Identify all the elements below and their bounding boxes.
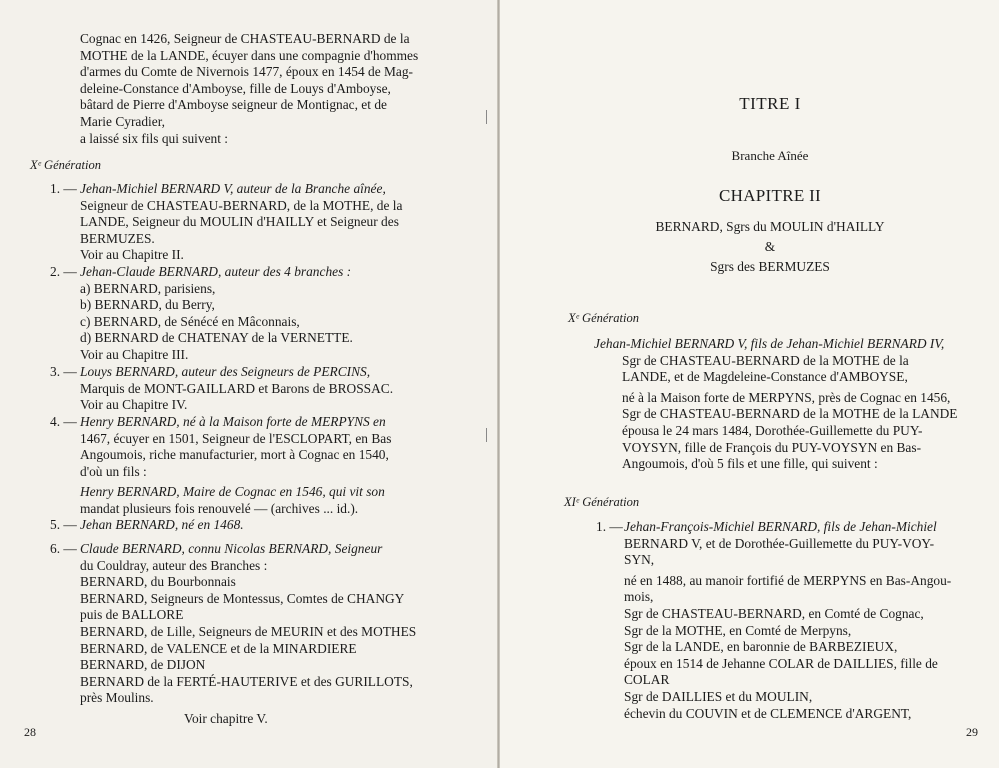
text-line: né en 1488, au manoir fortifié de MERPYNS en Bas-Angou-: [624, 572, 952, 588]
text-line: Jehan-Michiel BERNARD V, fils de Jehan-Michiel BERNARD IV,: [594, 336, 945, 351]
text-line: BERNARD, du Bourbonnais: [80, 574, 236, 590]
text-line: BERNARD, de DIJON: [80, 657, 206, 673]
text-line: Henry BERNARD, né à la Maison forte de MERPYNS en: [80, 414, 386, 429]
text-line: BERNARD V, et de Dorothée-Guillemette du PUY-VOY-: [624, 535, 935, 551]
text-line: Sgr de DAILLIES et du MOULIN,: [624, 688, 813, 704]
chapitre-heading: CHAPITRE II: [719, 186, 821, 205]
text-line: b) BERNARD, du Berry,: [80, 297, 215, 313]
text-line: BERNARD, de VALENCE et de la MINARDIERE: [80, 640, 357, 656]
entry-1: [80, 181, 440, 264]
page-number: 28: [24, 725, 36, 739]
text-line: COLAR: [624, 672, 670, 688]
text-line: Louys BERNARD, auteur des Seigneurs de PERCINS,: [80, 364, 371, 379]
text-line: bâtard de Pierre d'Amboyse seigneur de Montignac, et de: [80, 97, 387, 113]
text-line: Sgr de la MOTHE, en Comté de Merpyns,: [624, 622, 852, 638]
entry-number: 1. —: [50, 181, 77, 196]
text-line: du Couldray, auteur des Branches :: [80, 557, 268, 573]
text-line: BERNARD, de Lille, Seigneurs de MEURIN et des MOTHES: [80, 623, 417, 639]
text-line: Sgr de CHASTEAU-BERNARD, en Comté de Cognac,: [624, 605, 924, 621]
titre-heading: TITRE I: [739, 94, 801, 113]
generation-heading: Xᵉ Génération: [568, 311, 639, 325]
text-line: Jehan BERNARD, né en 1468.: [80, 517, 244, 532]
text-line: échevin du COUVIN et de CLEMENCE d'ARGENT,: [624, 705, 912, 721]
text-line: Henry BERNARD, Maire de Cognac en 1546, qui vit son: [80, 484, 385, 500]
text-line: Seigneur de CHASTEAU-BERNARD, de la MOTHE, de la: [80, 197, 403, 213]
text-line: BERMUZES.: [80, 230, 155, 246]
entry-number: 3. —: [50, 364, 77, 379]
text-line: Cognac en 1426, Seigneur de CHASTEAU-BERNARD de la: [80, 31, 410, 46]
text-line: Voir au Chapitre II.: [80, 247, 184, 263]
text-line: d'armes du Comte de Nivernois 1477, époux en 1454 de Mag-: [80, 64, 414, 80]
text-line: 1467, écuyer en 1501, Seigneur de l'ESCLOPART, en Bas: [80, 430, 392, 446]
text-line: Claude BERNARD, connu Nicolas BERNARD, Seigneur: [80, 541, 383, 556]
text-line: Marie Cyradier,: [80, 113, 165, 129]
entry-2: [80, 264, 440, 364]
text-line: mandat plusieurs fois renouvelé — (archives ... id.).: [80, 500, 359, 516]
left-page: [0, 0, 498, 768]
text-line: près Moulins.: [80, 690, 154, 706]
text-line: a) BERNARD, parisiens,: [80, 280, 216, 296]
entry-number: 4. —: [50, 414, 77, 429]
chapter-subtitle-amp: &: [764, 239, 776, 254]
entry-5: [80, 517, 440, 534]
margin-mark: [486, 110, 487, 124]
text-line: né à la Maison forte de MERPYNS, près de Cognac en 1456,: [622, 389, 951, 405]
chapter-subtitle: BERNARD, Sgrs du MOULIN d'HAILLY: [655, 219, 885, 234]
text-line: deleine-Constance d'Amboyse, fille de Louys d'Amboyse,: [80, 80, 391, 96]
text-line: BERNARD de la FERTÉ-HAUTERIVE et des GURILLOTS,: [80, 673, 413, 689]
entry-block: [624, 519, 984, 722]
text-line: Marquis de MONT-GAILLARD et Barons de BROSSAC.: [80, 380, 394, 396]
text-line: Voir au Chapitre IV.: [80, 397, 188, 413]
entry-block: [594, 336, 979, 473]
text-line: LANDE, et de Magdeleine-Constance d'AMBOYSE,: [622, 369, 908, 385]
generation-heading: XIᵉ Génération: [564, 495, 640, 509]
text-line: BERNARD, Seigneurs de Montessus, Comtes de CHANGY: [80, 590, 405, 606]
entry-6: [80, 541, 440, 728]
entry-number: 5. —: [50, 517, 77, 532]
generation-heading: Xᵉ Génération: [30, 158, 101, 172]
branche-heading: Branche Aînée: [731, 148, 809, 163]
text-line: Voir chapitre V.: [184, 710, 268, 726]
text-line: a laissé six fils qui suivent :: [80, 130, 229, 146]
text-line: Jehan-Michiel BERNARD V, auteur de la Branche aînée,: [80, 181, 386, 196]
text-line: mois,: [624, 589, 654, 605]
text-line: puis de BALLORE: [80, 607, 184, 623]
entry-number: 1. —: [596, 519, 623, 534]
entry-3: [80, 364, 440, 414]
text-line: Jehan-François-Michiel BERNARD, fils de Jehan-Michiel: [624, 519, 937, 534]
text-line: c) BERNARD, de Sénécé en Mâconnais,: [80, 313, 300, 329]
text-line: d) BERNARD de CHATENAY de la VERNETTE.: [80, 330, 353, 346]
text-line: Angoumois, d'où 5 fils et une fille, qui suivent :: [622, 456, 878, 472]
page-number: 29: [966, 725, 978, 739]
intro-paragraph: [80, 31, 440, 147]
text-line: époux en 1514 de Jehanne COLAR de DAILLIES, fille de: [624, 655, 938, 671]
text-line: Angoumois, riche manufacturier, mort à Cognac en 1540,: [80, 447, 389, 463]
entry-number: 2. —: [50, 264, 77, 279]
text-line: Jehan-Claude BERNARD, auteur des 4 branches :: [80, 264, 352, 279]
chapter-subtitle: Sgrs des BERMUZES: [710, 259, 830, 274]
text-line: Sgr de CHASTEAU-BERNARD de la MOTHE de la LANDE: [622, 406, 958, 422]
entry-4: [80, 414, 440, 518]
entry-number: 6. —: [50, 541, 77, 556]
text-line: Sgr de CHASTEAU-BERNARD de la MOTHE de la: [622, 352, 909, 368]
text-line: Sgr de la LANDE, en baronnie de BARBEZIEUX,: [624, 639, 898, 655]
text-line: VOYSYN, fille de François du PUY-VOYSYN en Bas-: [622, 439, 922, 455]
text-line: LANDE, Seigneur du MOULIN d'HAILLY et Seigneur des: [80, 214, 399, 230]
text-line: MOTHE de la LANDE, écuyer dans une compagnie d'hommes: [80, 47, 419, 63]
text-line: SYN,: [624, 552, 655, 568]
text-line: Voir au Chapitre III.: [80, 346, 189, 362]
right-page: [500, 0, 999, 768]
margin-mark: [486, 428, 487, 442]
text-line: d'où un fils :: [80, 463, 147, 479]
text-line: épousa le 24 mars 1484, Dorothée-Guillemette du PUY-: [622, 422, 923, 438]
